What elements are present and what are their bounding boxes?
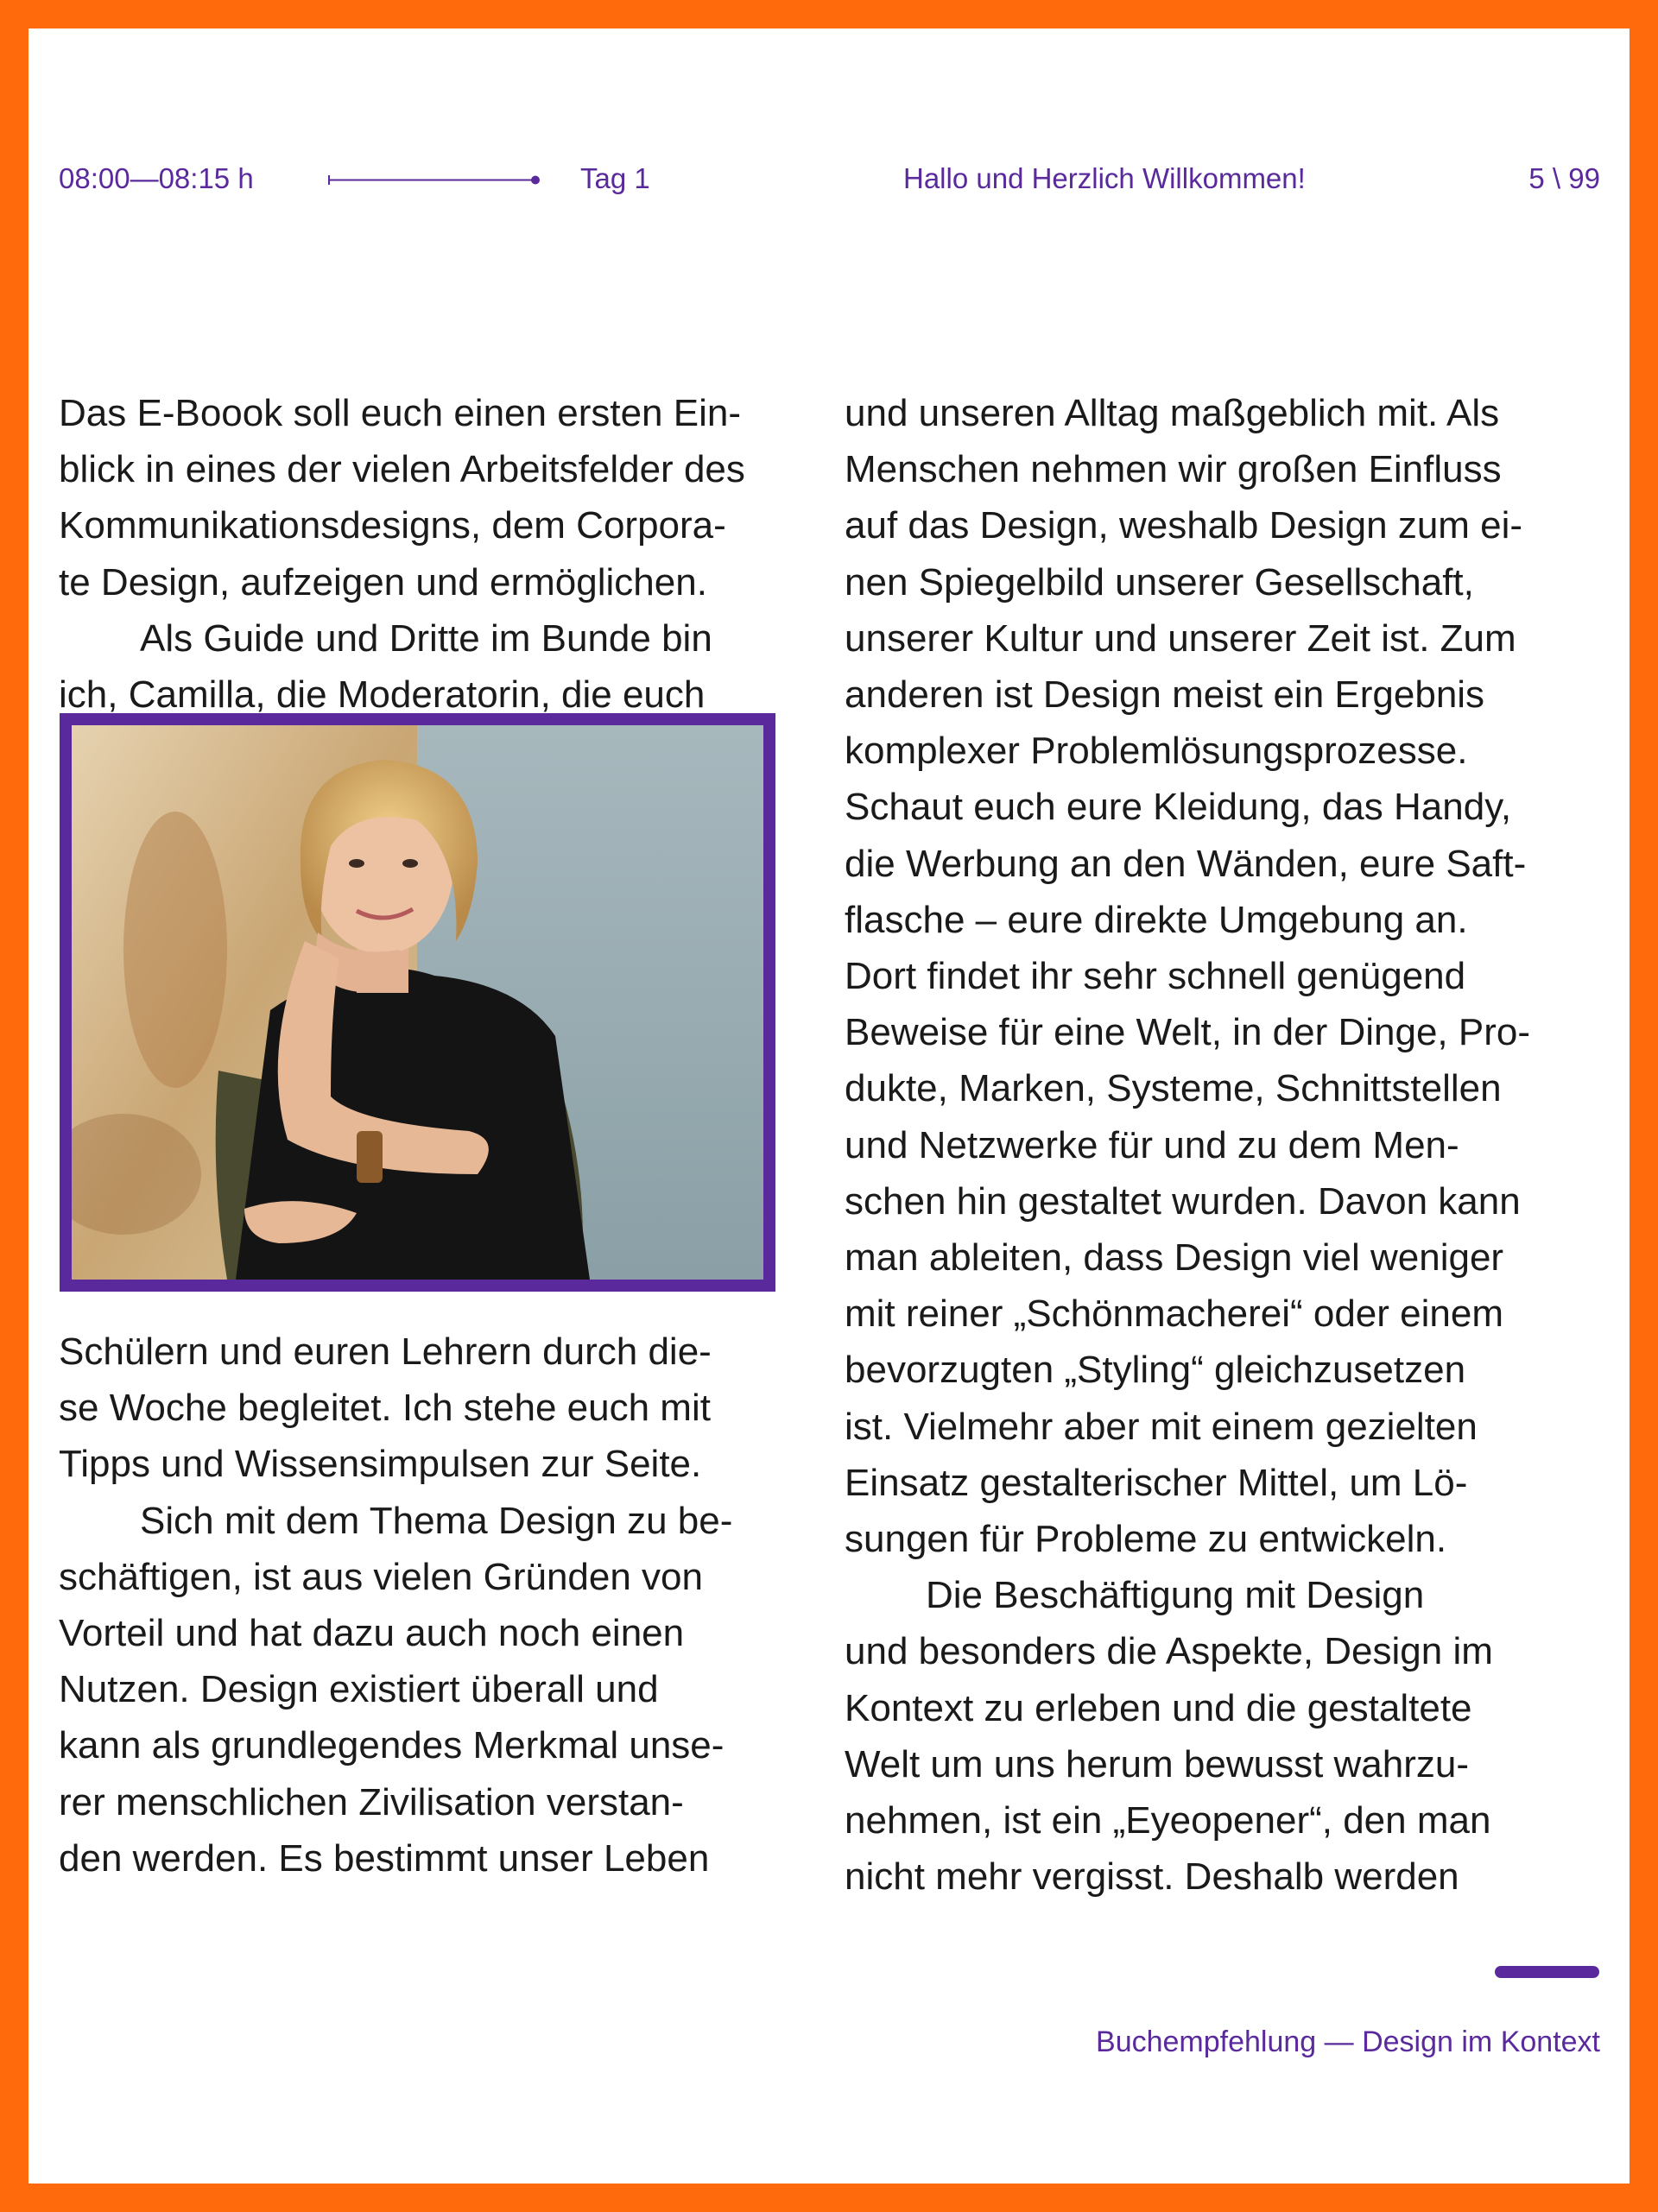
text-line: nen Spiegelbild unserer Gesellschaft,: [845, 560, 1474, 604]
text-line: die Werbung an den Wänden, eure Saft-: [845, 842, 1527, 885]
portrait-photo: [60, 713, 775, 1292]
text-line: ist. Vielmehr aber mit einem gezielten: [845, 1405, 1478, 1448]
text-line: anderen ist Design meist ein Ergebnis: [845, 673, 1485, 717]
text-line: schen hin gestaltet wurden. Davon kann: [845, 1179, 1521, 1223]
text-line: unserer Kultur und unserer Zeit ist. Zum: [845, 616, 1516, 660]
text-line: nicht mehr vergisst. Deshalb werden: [845, 1855, 1459, 1899]
text-line: Tipps und Wissensimpulsen zur Seite.: [59, 1443, 702, 1486]
text-line: Welt um uns herum bewusst wahrzu-: [845, 1742, 1470, 1785]
text-line: flasche – eure direkte Umgebung an.: [845, 898, 1468, 941]
text-line: te Design, aufzeigen und ermöglichen.: [59, 560, 707, 604]
text-line: und Netzwerke für und zu dem Men-: [845, 1123, 1459, 1166]
text-line: man ableiten, dass Design viel weniger: [845, 1236, 1504, 1280]
text-line: ich, Camilla, die Moderatorin, die euch: [59, 673, 706, 717]
text-line: Einsatz gestalterischer Mittel, um Lö-: [845, 1461, 1468, 1504]
text-line: schäftigen, ist aus vielen Gründen von: [59, 1555, 704, 1598]
text-line: rer menschlichen Zivilisation verstan-: [59, 1780, 684, 1823]
text-line: Vorteil und hat dazu auch noch einen: [59, 1612, 685, 1655]
footer-accent-bar: [1495, 1966, 1599, 1978]
text-line: Als Guide und Dritte im Bunde bin: [140, 616, 712, 660]
text-line: und unseren Alltag maßgeblich mit. Als: [845, 392, 1500, 434]
text-line: se Woche begleitet. Ich stehe euch mit: [59, 1387, 711, 1430]
text-line: nehmen, ist ein „Eyeopener“, den man: [845, 1799, 1491, 1842]
text-line: bevorzugten „Styling“ gleichzusetzen: [845, 1349, 1466, 1392]
text-line: sungen für Probleme zu entwickeln.: [845, 1518, 1447, 1561]
day-label: Tag 1: [580, 162, 650, 194]
timeline-indicator: [327, 172, 541, 188]
text-line: und besonders die Aspekte, Design im: [845, 1630, 1493, 1673]
page: [28, 28, 1630, 2184]
page-number: 5 \ 99: [1528, 162, 1600, 194]
text-line: den werden. Es bestimmt unser Leben: [59, 1836, 710, 1880]
text-line: auf das Design, weshalb Design zum ei-: [845, 504, 1523, 547]
text-line: Kommunikationsdesigns, dem Corpora-: [59, 504, 726, 547]
text-line: Dort findet ihr sehr schnell genügend: [845, 955, 1466, 998]
text-line: Nutzen. Design existiert überall und: [59, 1668, 659, 1711]
text-line: Menschen nehmen wir großen Einfluss: [845, 448, 1502, 491]
text-line: Die Beschäftigung mit Design: [926, 1574, 1425, 1617]
time-range: 08:00—08:15 h: [59, 162, 254, 194]
column-1-top: [59, 385, 853, 723]
column-1-bottom: [59, 1324, 853, 1887]
column-2: [845, 385, 1622, 1905]
portrait-image: [72, 725, 763, 1280]
text-line: Schülern und euren Lehrern durch die-: [59, 1330, 712, 1373]
text-line: Das E-Boook soll euch einen ersten Ein-: [59, 392, 741, 434]
text-line: komplexer Problemlösungsprozesse.: [845, 730, 1468, 773]
book-recommendation-link[interactable]: Buchempfehlung — Design im Kontext: [1096, 2026, 1600, 2058]
text-line: Beweise für eine Welt, in der Dinge, Pro-: [845, 1011, 1530, 1054]
section-title: Hallo und Herzlich Willkommen!: [903, 162, 1306, 194]
text-line: mit reiner „Schönmacherei“ oder einem: [845, 1292, 1503, 1336]
text-line: kann als grundlegendes Merkmal unse-: [59, 1724, 725, 1767]
text-line: dukte, Marken, Systeme, Schnittstellen: [845, 1067, 1502, 1110]
text-line: Sich mit dem Thema Design zu be-: [140, 1499, 733, 1542]
text-line: Schaut euch eure Kleidung, das Handy,: [845, 786, 1512, 829]
text-line: Kontext zu erleben und die gestaltete: [845, 1686, 1472, 1729]
text-line: blick in eines der vielen Arbeitsfelder des: [59, 448, 745, 491]
